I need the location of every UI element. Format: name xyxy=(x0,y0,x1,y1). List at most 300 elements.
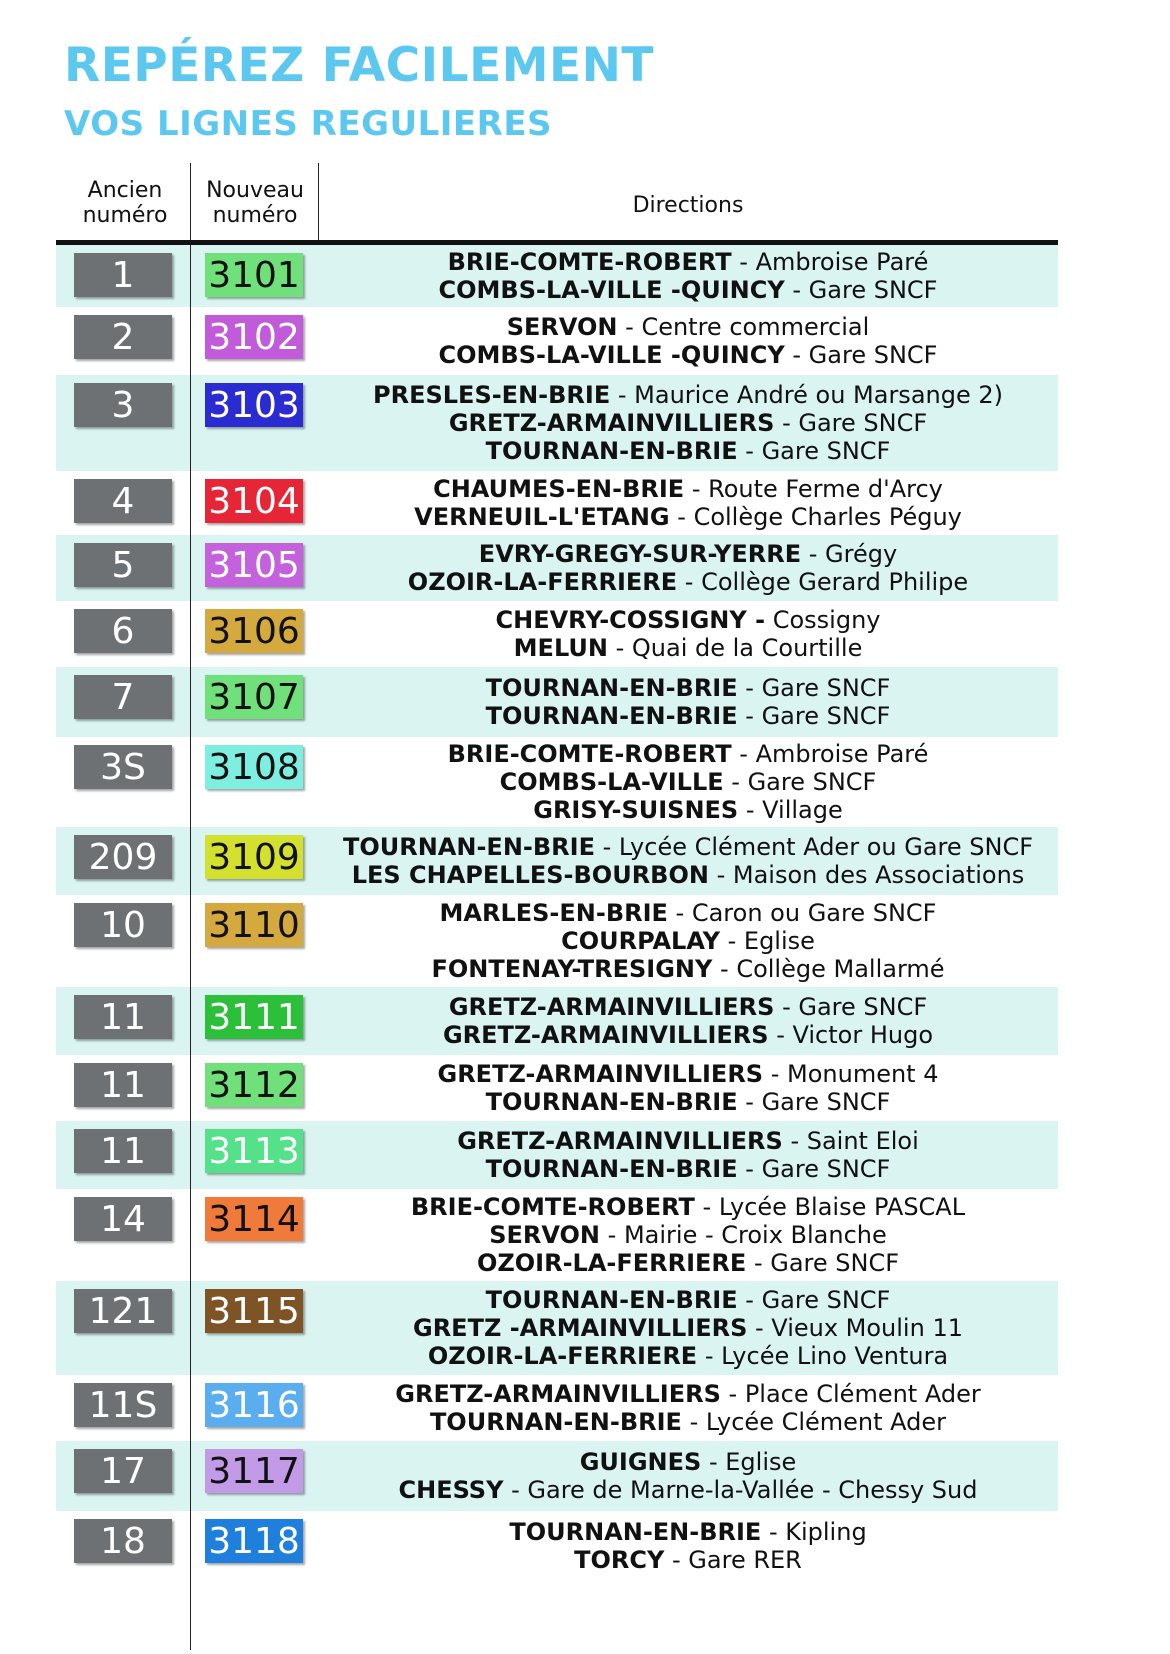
separator: - xyxy=(697,1342,722,1370)
row-divider xyxy=(190,895,191,987)
table-row xyxy=(56,1055,1058,1121)
separator: - xyxy=(694,1193,719,1221)
separator: - xyxy=(737,702,762,730)
town-name: GRETZ-ARMAINVILLIERS xyxy=(448,409,775,437)
town-name: GRETZ -ARMAINVILLIERS xyxy=(413,1314,748,1342)
new-number-badge: 3110 xyxy=(205,903,303,947)
separator: - xyxy=(708,861,733,889)
town-name: COMBS-LA-VILLE xyxy=(499,768,724,796)
old-number-cell xyxy=(56,535,190,587)
town-name: TOURNAN-EN-BRIE xyxy=(485,1286,738,1314)
directions-cell xyxy=(318,307,1058,375)
row-divider xyxy=(190,667,191,737)
direction-line xyxy=(318,1193,1058,1221)
row-divider xyxy=(190,471,191,535)
new-number-badge: 3117 xyxy=(205,1449,303,1493)
old-number-cell xyxy=(56,987,190,1039)
old-number-badge: 121 xyxy=(74,1289,172,1333)
table-row xyxy=(56,245,1058,307)
old-number-cell xyxy=(56,307,190,359)
old-number-cell xyxy=(56,667,190,719)
town-name: TOURNAN-EN-BRIE xyxy=(485,437,738,465)
old-number-badge: 11S xyxy=(74,1383,172,1427)
separator xyxy=(765,606,773,634)
new-number-cell xyxy=(190,245,318,297)
stop-name: Eglise xyxy=(725,1448,797,1476)
stop-name: Gare SNCF xyxy=(761,1088,891,1116)
direction-line xyxy=(318,1518,1058,1546)
direction-line xyxy=(318,1249,1058,1277)
new-number-cell xyxy=(190,471,318,523)
stop-name: Kipling xyxy=(785,1518,867,1546)
town-name: SERVON xyxy=(506,313,618,341)
town-name: OZOIR-LA-FERRIERE xyxy=(427,1342,698,1370)
town-name: TOURNAN-EN-BRIE xyxy=(485,702,738,730)
separator: - xyxy=(669,503,694,531)
stop-name: Gare SNCF xyxy=(761,437,891,465)
old-number-cell xyxy=(56,1441,190,1493)
town-name: CHESSY xyxy=(398,1476,504,1504)
old-number-badge: 6 xyxy=(74,609,172,653)
direction-line xyxy=(318,1314,1058,1342)
stop-name: Ambroise Paré xyxy=(755,740,929,768)
separator: - xyxy=(737,674,762,702)
new-number-badge: 3109 xyxy=(205,835,303,879)
new-number-badge: 3106 xyxy=(205,609,303,653)
direction-line xyxy=(318,1060,1058,1088)
old-number-cell xyxy=(56,1375,190,1427)
new-number-cell xyxy=(190,737,318,789)
new-number-cell xyxy=(190,601,318,653)
separator: - xyxy=(737,1088,762,1116)
town-name: PRESLES-EN-BRIE xyxy=(373,381,611,409)
new-number-badge: 3115 xyxy=(205,1289,303,1333)
new-number-badge: 3105 xyxy=(205,543,303,587)
old-number-cell xyxy=(56,1055,190,1107)
town-name: MELUN xyxy=(513,634,608,662)
table-row xyxy=(56,1441,1058,1511)
table-row xyxy=(56,827,1058,895)
header-old-line2: numéro xyxy=(82,203,168,228)
stop-name: Gare SNCF xyxy=(761,674,891,702)
row-divider xyxy=(190,535,191,601)
direction-line xyxy=(318,1155,1058,1183)
separator: - xyxy=(738,796,763,824)
stop-name: Ambroise Paré xyxy=(755,248,929,276)
direction-line xyxy=(318,1408,1058,1436)
town-name: EVRY-GREGY-SUR-YERRE xyxy=(478,540,802,568)
direction-line xyxy=(318,503,1058,531)
old-number-badge: 11 xyxy=(74,1129,172,1173)
page-subtitle: VOS LIGNES REGULIERES xyxy=(64,104,553,144)
stop-name: Cossigny xyxy=(772,606,881,634)
direction-line xyxy=(318,1088,1058,1116)
new-number-badge: 3103 xyxy=(205,383,303,427)
old-number-badge: 11 xyxy=(74,995,172,1039)
row-divider xyxy=(190,1121,191,1189)
stop-name: Mairie - Croix Blanche xyxy=(623,1221,887,1249)
stop-name: Maurice André ou Marsange 2) xyxy=(634,381,1003,409)
new-number-cell xyxy=(190,667,318,719)
separator: - xyxy=(784,276,809,304)
separator: - xyxy=(731,248,756,276)
town-name: COMBS-LA-VILLE -QUINCY xyxy=(438,341,785,369)
table-row xyxy=(56,601,1058,667)
direction-line xyxy=(318,1021,1058,1049)
old-number-cell xyxy=(56,471,190,523)
separator: - xyxy=(684,475,709,503)
town-name: SERVON xyxy=(489,1221,601,1249)
stop-name: Collège Gerard Philipe xyxy=(701,568,969,596)
separator: - xyxy=(610,381,635,409)
old-number-badge: 10 xyxy=(74,903,172,947)
direction-line xyxy=(318,740,1058,768)
town-name: CHEVRY-COSSIGNY - xyxy=(495,606,766,634)
table-row xyxy=(56,535,1058,601)
town-name: GRETZ-ARMAINVILLIERS xyxy=(457,1127,783,1155)
header-new-line2: numéro xyxy=(212,203,298,228)
row-divider xyxy=(190,827,191,895)
old-number-badge: 5 xyxy=(74,543,172,587)
direction-line xyxy=(318,1476,1058,1504)
row-divider xyxy=(190,1511,191,1581)
town-name: FONTENAY-TRESIGNY xyxy=(431,955,713,983)
header-new-number xyxy=(192,178,318,228)
old-number-cell xyxy=(56,1281,190,1333)
new-number-badge: 3102 xyxy=(205,315,303,359)
old-number-cell xyxy=(56,1511,190,1563)
new-number-cell xyxy=(190,827,318,879)
old-number-cell xyxy=(56,375,190,427)
separator: - xyxy=(617,313,642,341)
row-divider xyxy=(190,1441,191,1511)
row-divider xyxy=(190,1375,191,1441)
stop-name: Gare SNCF xyxy=(808,341,938,369)
stop-name: Vieux Moulin 11 xyxy=(771,1314,963,1342)
direction-line xyxy=(318,409,1058,437)
stop-name: Gare SNCF xyxy=(798,409,928,437)
stop-name: Place Clément Ader xyxy=(744,1380,981,1408)
town-name: MARLES-EN-BRIE xyxy=(439,899,668,927)
separator: - xyxy=(763,1060,788,1088)
table-row xyxy=(56,1281,1058,1375)
town-name: GRETZ-ARMAINVILLIERS xyxy=(437,1060,764,1088)
town-name: BRIE-COMTE-ROBERT xyxy=(410,1193,695,1221)
direction-line xyxy=(318,313,1058,341)
stop-name: Victor Hugo xyxy=(792,1021,934,1049)
old-number-badge: 7 xyxy=(74,675,172,719)
stop-name: Collège Charles Péguy xyxy=(693,503,962,531)
separator: - xyxy=(784,341,809,369)
stop-name: Quai de la Courtille xyxy=(631,634,863,662)
new-number-badge: 3111 xyxy=(205,995,303,1039)
stop-name: Eglise xyxy=(743,927,815,955)
lines-table xyxy=(56,245,1058,1581)
old-number-cell xyxy=(56,245,190,297)
old-number-cell xyxy=(56,1121,190,1173)
directions-cell xyxy=(318,987,1058,1055)
separator: - xyxy=(681,1408,706,1436)
town-name: TOURNAN-EN-BRIE xyxy=(485,1088,738,1116)
new-number-badge: 3101 xyxy=(205,253,303,297)
separator: - xyxy=(774,409,799,437)
new-number-cell xyxy=(190,1375,318,1427)
direction-line xyxy=(318,674,1058,702)
table-row xyxy=(56,895,1058,987)
stop-name: Grégy xyxy=(825,540,898,568)
directions-cell xyxy=(318,1054,1058,1122)
directions-cell xyxy=(318,1121,1058,1189)
old-number-badge: 4 xyxy=(74,479,172,523)
direction-line xyxy=(318,768,1058,796)
new-number-cell xyxy=(190,987,318,1039)
separator: - xyxy=(737,1286,762,1314)
new-number-cell xyxy=(190,1121,318,1173)
directions-cell xyxy=(318,600,1058,668)
new-number-cell xyxy=(190,375,318,427)
old-number-badge: 17 xyxy=(74,1449,172,1493)
table-row xyxy=(56,737,1058,827)
table-row xyxy=(56,375,1058,471)
town-name: COMBS-LA-VILLE -QUINCY xyxy=(438,276,785,304)
separator: - xyxy=(667,899,692,927)
direction-line xyxy=(318,437,1058,465)
directions-cell xyxy=(318,827,1058,895)
town-name: OZOIR-LA-FERRIERE xyxy=(407,568,678,596)
directions-cell xyxy=(318,1280,1058,1376)
direction-line xyxy=(318,381,1058,409)
directions-cell xyxy=(318,1374,1058,1442)
separator: - xyxy=(677,568,702,596)
town-name: GUIGNES xyxy=(579,1448,702,1476)
stop-name: Gare de Marne-la-Vallée - Chessy Sud xyxy=(527,1476,978,1504)
old-number-badge: 2 xyxy=(74,315,172,359)
separator: - xyxy=(723,768,748,796)
new-number-badge: 3112 xyxy=(205,1063,303,1107)
town-name: TOURNAN-EN-BRIE xyxy=(485,674,738,702)
row-divider xyxy=(190,375,191,471)
separator: - xyxy=(712,955,737,983)
direction-line xyxy=(318,341,1058,369)
direction-line xyxy=(318,540,1058,568)
separator: - xyxy=(719,927,744,955)
new-number-badge: 3113 xyxy=(205,1129,303,1173)
new-number-badge: 3104 xyxy=(205,479,303,523)
new-number-cell xyxy=(190,1055,318,1107)
directions-cell xyxy=(318,1512,1058,1580)
stop-name: Lycée Blaise PASCAL xyxy=(718,1193,966,1221)
direction-line xyxy=(318,993,1058,1021)
stop-name: Gare SNCF xyxy=(761,1155,891,1183)
separator: - xyxy=(607,634,632,662)
separator: - xyxy=(747,1314,772,1342)
row-divider xyxy=(190,1189,191,1281)
separator: - xyxy=(731,740,756,768)
stop-name: Caron ou Gare SNCF xyxy=(691,899,937,927)
stop-name: Gare SNCF xyxy=(761,1286,891,1314)
table-row xyxy=(56,307,1058,375)
separator: - xyxy=(746,1249,771,1277)
new-number-cell xyxy=(190,307,318,359)
page-title: REPÉREZ FACILEMENT xyxy=(64,38,654,93)
direction-line xyxy=(318,1342,1058,1370)
stop-name: Route Ferme d'Arcy xyxy=(708,475,943,503)
direction-line xyxy=(318,1546,1058,1574)
new-number-badge: 3107 xyxy=(205,675,303,719)
new-number-cell xyxy=(190,535,318,587)
direction-line xyxy=(318,1127,1058,1155)
stop-name: Gare SNCF xyxy=(747,768,877,796)
stop-name: Maison des Associations xyxy=(732,861,1025,889)
stop-name: Lycée Clément Ader ou Gare SNCF xyxy=(618,833,1034,861)
town-name: GRETZ-ARMAINVILLIERS xyxy=(395,1380,721,1408)
town-name: GRISY-SUISNES xyxy=(533,796,739,824)
directions-cell xyxy=(318,734,1058,830)
new-number-cell xyxy=(190,1189,318,1241)
directions-cell xyxy=(318,469,1058,537)
directions-cell xyxy=(318,668,1058,736)
directions-cell xyxy=(318,242,1058,310)
separator: - xyxy=(801,540,826,568)
separator: - xyxy=(768,1021,793,1049)
row-divider xyxy=(190,245,191,307)
direction-line xyxy=(318,702,1058,730)
table-row xyxy=(56,1121,1058,1189)
header-old-number xyxy=(60,178,190,228)
town-name: LES CHAPELLES-BOURBON xyxy=(351,861,709,889)
column-divider-2 xyxy=(318,163,319,243)
row-divider xyxy=(190,1055,191,1121)
stop-name: Gare RER xyxy=(688,1546,802,1574)
stop-name: Lycée Clément Ader xyxy=(705,1408,947,1436)
old-number-badge: 3S xyxy=(74,745,172,789)
direction-line xyxy=(318,1380,1058,1408)
direction-line xyxy=(318,833,1058,861)
town-name: COURPALAY xyxy=(561,927,720,955)
separator: - xyxy=(701,1448,726,1476)
separator: - xyxy=(737,437,762,465)
stop-name: Gare SNCF xyxy=(808,276,938,304)
stop-name: Gare SNCF xyxy=(770,1249,900,1277)
stop-name: Collège Mallarmé xyxy=(736,955,945,983)
header-directions: Directions xyxy=(632,193,744,218)
town-name: TOURNAN-EN-BRIE xyxy=(429,1408,682,1436)
stop-name: Gare SNCF xyxy=(798,993,928,1021)
old-number-badge: 3 xyxy=(74,383,172,427)
old-number-cell xyxy=(56,827,190,879)
direction-line xyxy=(318,955,1058,983)
table-row xyxy=(56,471,1058,535)
old-number-cell xyxy=(56,895,190,947)
table-row xyxy=(56,1375,1058,1441)
stop-name: Village xyxy=(762,796,843,824)
direction-line xyxy=(318,1221,1058,1249)
new-number-cell xyxy=(190,1511,318,1563)
new-number-badge: 3114 xyxy=(205,1197,303,1241)
town-name: OZOIR-LA-FERRIERE xyxy=(476,1249,747,1277)
directions-cell xyxy=(318,375,1058,471)
town-name: TOURNAN-EN-BRIE xyxy=(509,1518,762,1546)
table-row xyxy=(56,987,1058,1055)
row-divider xyxy=(190,1281,191,1375)
row-divider xyxy=(190,987,191,1055)
old-number-cell xyxy=(56,601,190,653)
town-name: GRETZ-ARMAINVILLIERS xyxy=(448,993,775,1021)
stop-name: Gare SNCF xyxy=(761,702,891,730)
directions-cell xyxy=(318,893,1058,989)
row-divider xyxy=(190,601,191,667)
stop-name: Monument 4 xyxy=(787,1060,939,1088)
new-number-badge: 3118 xyxy=(205,1519,303,1563)
table-row xyxy=(56,667,1058,737)
header-new-line1: Nouveau xyxy=(206,178,304,203)
table-row xyxy=(56,1511,1058,1581)
direction-line xyxy=(318,634,1058,662)
town-name: BRIE-COMTE-ROBERT xyxy=(447,248,732,276)
old-number-badge: 209 xyxy=(74,835,172,879)
separator: - xyxy=(664,1546,689,1574)
town-name: VERNEUIL-L'ETANG xyxy=(414,503,670,531)
old-number-badge: 11 xyxy=(74,1063,172,1107)
town-name: TOURNAN-EN-BRIE xyxy=(342,833,595,861)
separator: - xyxy=(720,1380,745,1408)
direction-line xyxy=(318,796,1058,824)
direction-line xyxy=(318,1448,1058,1476)
direction-line xyxy=(318,861,1058,889)
directions-cell xyxy=(318,1187,1058,1283)
direction-line xyxy=(318,899,1058,927)
old-number-cell xyxy=(56,737,190,789)
old-number-badge: 14 xyxy=(74,1197,172,1241)
direction-line xyxy=(318,927,1058,955)
town-name: GRETZ-ARMAINVILLIERS xyxy=(442,1021,769,1049)
old-number-badge: 18 xyxy=(74,1519,172,1563)
table-row xyxy=(56,1189,1058,1281)
direction-line xyxy=(318,1286,1058,1314)
new-number-cell xyxy=(190,1441,318,1493)
separator: - xyxy=(761,1518,786,1546)
town-name: CHAUMES-EN-BRIE xyxy=(433,475,685,503)
directions-cell xyxy=(318,534,1058,602)
new-number-cell xyxy=(190,1281,318,1333)
separator: - xyxy=(737,1155,762,1183)
new-number-cell xyxy=(190,895,318,947)
stop-name: Centre commercial xyxy=(641,313,870,341)
old-number-cell xyxy=(56,1189,190,1241)
old-number-badge: 1 xyxy=(74,253,172,297)
town-name: TOURNAN-EN-BRIE xyxy=(485,1155,738,1183)
town-name: TORCY xyxy=(574,1546,665,1574)
new-number-badge: 3108 xyxy=(205,745,303,789)
stop-name: Saint Eloi xyxy=(806,1127,919,1155)
direction-line xyxy=(318,606,1058,634)
header-old-line1: Ancien xyxy=(87,178,163,203)
town-name: BRIE-COMTE-ROBERT xyxy=(447,740,732,768)
direction-line xyxy=(318,475,1058,503)
directions-cell xyxy=(318,1442,1058,1510)
separator: - xyxy=(594,833,619,861)
row-divider xyxy=(190,737,191,827)
stop-name: Lycée Lino Ventura xyxy=(721,1342,949,1370)
new-number-badge: 3116 xyxy=(205,1383,303,1427)
direction-line xyxy=(318,568,1058,596)
direction-line xyxy=(318,248,1058,276)
row-divider xyxy=(190,307,191,375)
separator: - xyxy=(600,1221,624,1249)
separator: - xyxy=(782,1127,807,1155)
direction-line xyxy=(318,276,1058,304)
separator: - xyxy=(503,1476,528,1504)
